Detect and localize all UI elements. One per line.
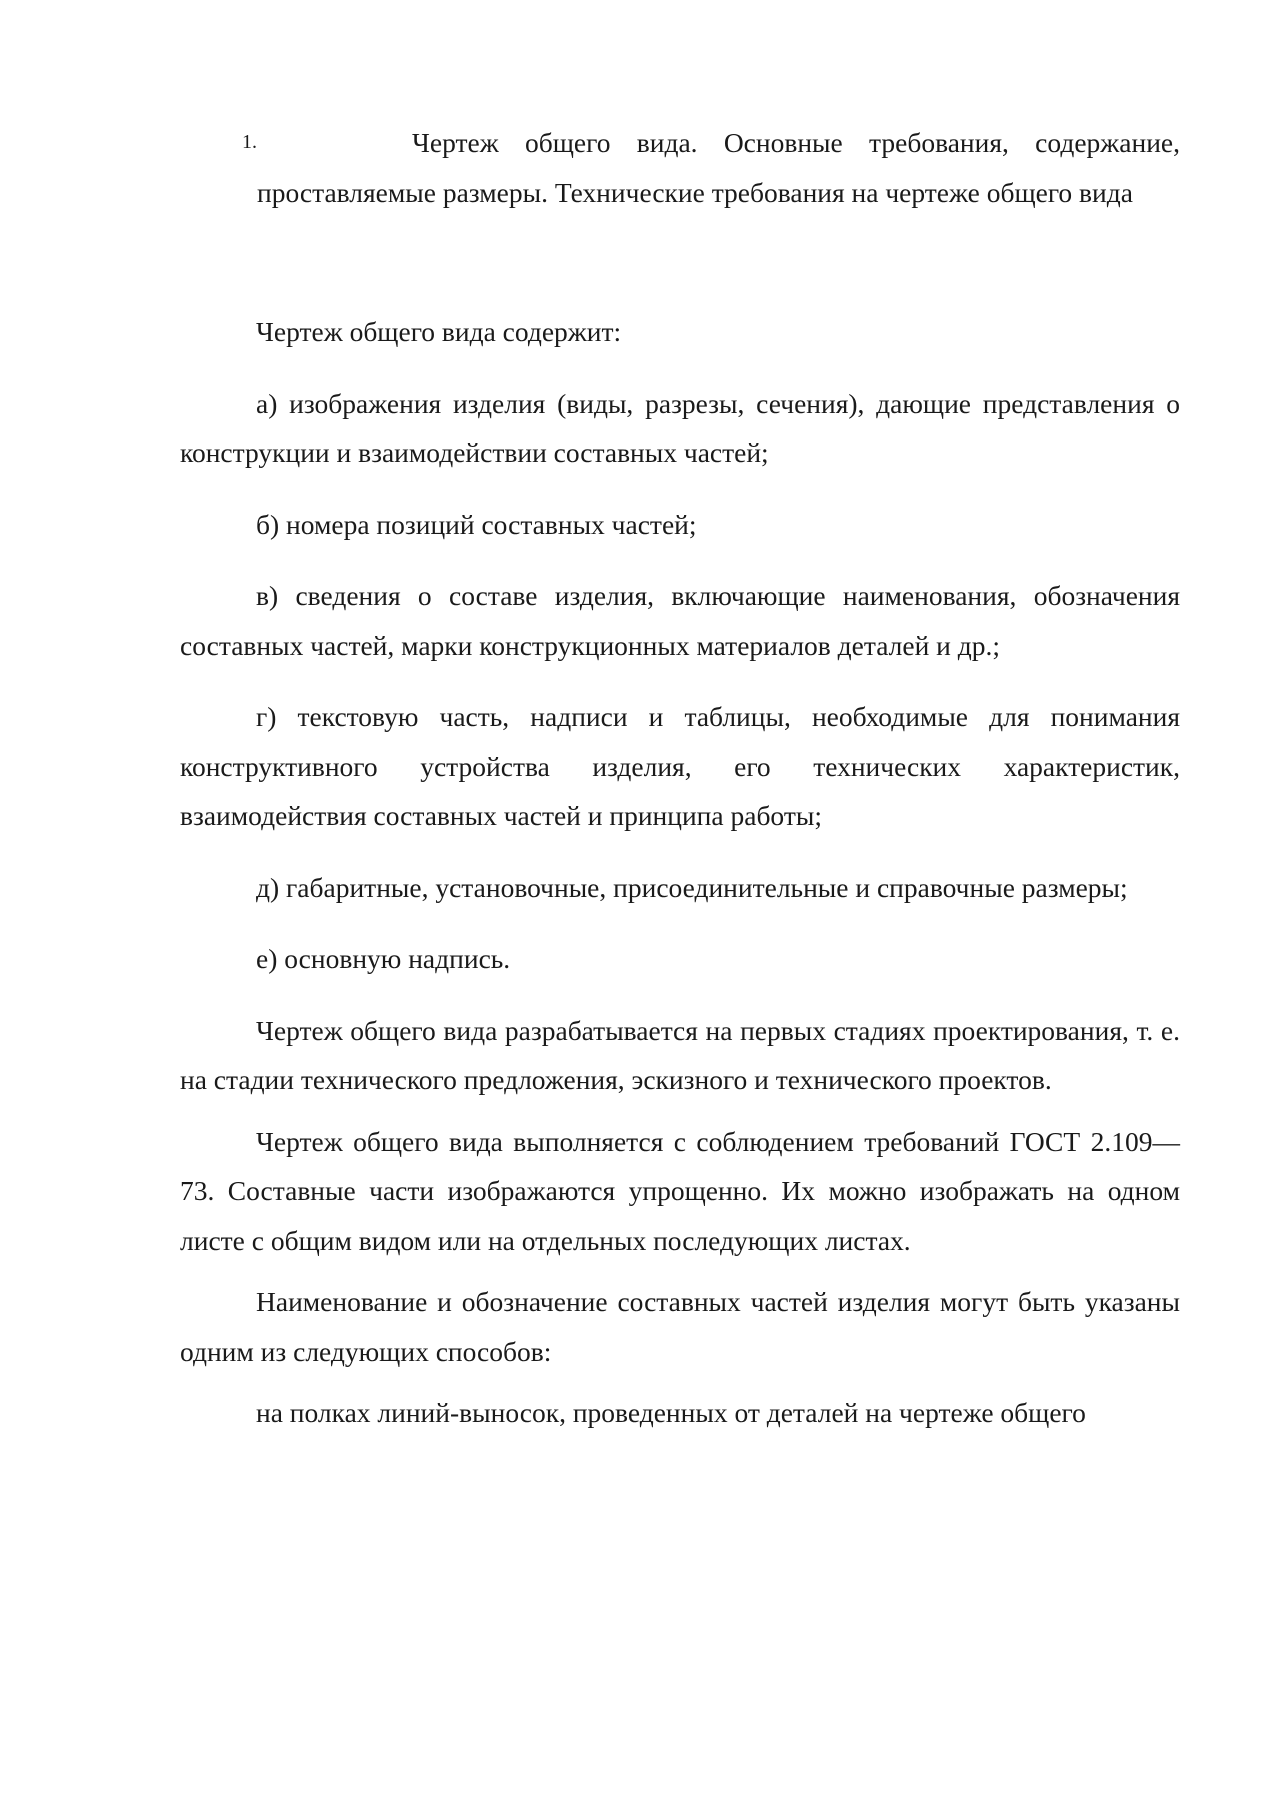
list-item-d: д) габаритные, установочные, присоединительные и справочные размеры; — [256, 871, 1128, 903]
paragraph-stages: Чертеж общего вида разрабатывается на первых стадиях проектирования, т. е. на стадии технического предложения, эскизного и технического проектов. — [180, 1014, 1180, 1095]
heading-number: 1. — [242, 131, 257, 153]
paragraph-intro: Чертеж общего вида содержит: — [256, 316, 622, 347]
section-heading — [242, 118, 1180, 217]
list-item-e: е) основную надпись. — [256, 943, 511, 974]
list-item-v: в) сведения о составе изделия, включающие наименования, обозначения составных частей, марки конструкционных материалов деталей и др.; — [180, 580, 1180, 661]
list-item-g: г) текстовую часть, надписи и таблицы, необходимые для понимания конструктивного устройства изделия, его технических характеристик, взаимодействия составных частей и принципа работы; — [180, 701, 1180, 831]
list-item-a: а) изображения изделия (виды, разрезы, сечения), дающие представления о конструкции и взаимодействии составных частей; — [180, 387, 1180, 468]
paragraph-gost: Чертеж общего вида выполняется с соблюдением требований ГОСТ 2.109—73. Составные части изображаются упрощенно. Их можно изображать на одном листе с общим видом или на отдельных последующих листах. — [180, 1125, 1180, 1256]
document-body — [180, 118, 1180, 1438]
heading-text: Чертеж общего вида. Основные требования, содержание, проставляемые размеры. Технические требования на чертеже общего вида — [257, 127, 1180, 208]
list-item-b: б) номера позиций составных частей; — [256, 508, 697, 540]
paragraph-naming: Наименование и обозначение составных частей изделия могут быть указаны одним из следующих способов: — [180, 1286, 1180, 1367]
paragraph-shelves: на полках линий-выносок, проведенных от деталей на чертеже общего — [256, 1397, 1086, 1428]
